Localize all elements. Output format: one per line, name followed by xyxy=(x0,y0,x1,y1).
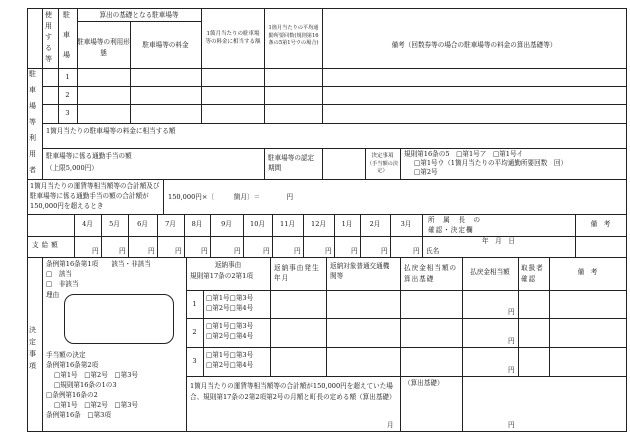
monthly-total-label: 1箇月当たりの駐車場等の料金に相当する額 xyxy=(46,127,176,135)
yen-unit: 円 xyxy=(234,247,241,255)
decision-side-label xyxy=(28,326,42,371)
hdr-char: す xyxy=(45,33,52,41)
month-8: 8月 xyxy=(191,220,203,228)
side-char: 車 xyxy=(29,86,36,94)
month-12: 12月 xyxy=(311,220,326,228)
art16-3-option[interactable]: □条例第16条の2 xyxy=(46,391,98,399)
row-opts-b[interactable]: □第2号□第4号 xyxy=(206,361,254,369)
art16-2: 条例第16条第2項 xyxy=(46,361,99,369)
yen-unit: 円 xyxy=(263,247,270,255)
combined-label: 1箇月当たりの運賃等相当額等の合計額及び駐車場等に係る通勤手当の額の合計額が150,000円を超えるとき xyxy=(30,182,160,210)
col-use-header xyxy=(44,11,56,64)
col-parking-header xyxy=(62,11,74,60)
yen-unit: 円 xyxy=(92,247,99,255)
hdr-char: 用 xyxy=(45,22,52,30)
yen-unit: 円 xyxy=(351,247,358,255)
hdr-char: 車 xyxy=(63,31,70,39)
yen-unit: 円 xyxy=(508,308,515,316)
hdr-char: 使 xyxy=(45,11,52,19)
header-monthly: 1箇月当たりの駐車場等の料金に相当する額 xyxy=(205,31,261,45)
month-3: 3月 xyxy=(400,220,412,228)
return-row-num: 2 xyxy=(192,328,197,336)
yen-unit: 円 xyxy=(508,366,515,374)
amount-decision: 手当額の決定 xyxy=(46,351,86,359)
month-5: 5月 xyxy=(109,220,120,228)
decision-label: 決定事項 xyxy=(371,153,394,159)
row-opts-a[interactable]: □第1号□第3号 xyxy=(206,322,254,330)
rule-line-2: □第1号ウ（1箇月当たりの平均通勤所要回数 回） xyxy=(414,159,568,167)
refund-amount-header: 払戻金相当額 xyxy=(470,268,510,276)
return-rule-header: 規則第17条の2第1項 xyxy=(190,272,253,280)
yen-unit: 円 xyxy=(148,247,155,255)
month-10: 10月 xyxy=(250,220,265,228)
rule-line-1: 規則第16条の5 □第1号ア □第1号イ xyxy=(404,150,524,158)
not-applicable-checkbox[interactable]: □ 非該当 xyxy=(46,280,79,288)
row-opts-b[interactable]: □第2号□第4号 xyxy=(206,332,254,340)
header-note: 備考（回数券等の場合の駐車場等の料金の算出基礎等） xyxy=(391,41,557,49)
chief-label: 所 属 長 の xyxy=(428,216,482,224)
return-target-header: 返納対象普通交通機関等 xyxy=(330,262,390,280)
row-opts-b[interactable]: □第2号□第4号 xyxy=(206,304,254,312)
month-6: 6月 xyxy=(137,220,148,228)
month-1: 1月 xyxy=(341,220,353,228)
allowance-sub: （上限5,000円） xyxy=(46,164,98,172)
return-reason-header: 返納事由 xyxy=(214,261,242,269)
return-row-num: 1 xyxy=(192,300,197,308)
date-line: 年 月 日 xyxy=(482,237,515,245)
name-label: 氏名 xyxy=(426,247,440,255)
yen-unit: 円 xyxy=(201,247,208,255)
yen-unit: 円 xyxy=(175,247,182,255)
yen-unit: 円 xyxy=(325,247,332,255)
month-9: 9月 xyxy=(221,220,232,228)
yen-unit: 円 xyxy=(294,247,301,255)
payment-label: 支給額 xyxy=(32,241,61,249)
month-4: 4月 xyxy=(82,220,93,228)
reason-box[interactable] xyxy=(64,294,174,344)
hdr-char: 等 xyxy=(45,55,52,63)
hdr-char: 駐 xyxy=(63,11,70,19)
yen-unit: 円 xyxy=(381,247,388,255)
art16-last[interactable]: 条例第16条 □第3項 xyxy=(46,411,111,419)
header-basis: 算出の基礎となる駐車場等 xyxy=(99,11,179,19)
month-7: 7月 xyxy=(165,220,176,228)
chief-confirm: 確認・決定欄 xyxy=(428,226,474,234)
formula-text: 150,000円×〔 箇月〕＝ 円 xyxy=(168,193,294,201)
applicable-checkbox[interactable]: □ 該当 xyxy=(46,270,73,278)
hdr-char: 場 xyxy=(63,51,70,59)
header-fee: 駐車場等の料金 xyxy=(142,41,189,49)
sub-rule-option[interactable]: □規則第16条の1の3 xyxy=(54,381,117,389)
return-row-num: 3 xyxy=(192,357,197,365)
combined-text: 1箇月当たりの運賃等相当額等の合計額が150,000円を超えていた場合、規則第17条の2第2項第2号の月額と町長の定める額（算出基礎） xyxy=(190,382,396,401)
side-char: 利 xyxy=(29,134,36,142)
parking-user-side-label xyxy=(28,70,42,175)
allowance-label: 駐車場等に係る通勤手当の額 xyxy=(46,152,132,160)
side-char: 駐 xyxy=(29,70,36,78)
row-number: 2 xyxy=(65,91,70,99)
period-label: 駐車場等の認定期間 xyxy=(268,154,315,172)
yen-unit: 円 xyxy=(508,337,515,345)
payment-remarks: 備 考 xyxy=(590,220,611,228)
side-char: 等 xyxy=(29,118,36,126)
side-char: 事 xyxy=(29,350,36,358)
header-form: 駐車場等の利用形態 xyxy=(77,38,130,57)
refund-basis-header: 払戻金相当額の算出基礎 xyxy=(404,264,458,283)
yen-unit: 円 xyxy=(413,247,420,255)
side-char: 項 xyxy=(29,362,36,370)
ordinance-line: 条例第16条第1項 該当・非該当 xyxy=(46,260,151,268)
month-unit: 月 xyxy=(387,421,394,429)
side-char: 者 xyxy=(29,166,36,174)
handler-header: 取扱者確認 xyxy=(521,264,544,283)
rule-line-3: □第2号 xyxy=(414,168,438,176)
month-11: 11月 xyxy=(280,220,295,228)
decision-sub: （手当額の決定） xyxy=(366,161,399,174)
decision-remarks-header: 備 考 xyxy=(577,268,598,276)
yen-unit: 円 xyxy=(119,247,126,255)
side-char: 場 xyxy=(29,102,36,110)
row-opts-a[interactable]: □第1号□第3号 xyxy=(206,294,254,302)
side-char: 決 xyxy=(29,326,36,334)
calc-basis-label: （算出基礎） xyxy=(404,379,444,387)
side-char: 用 xyxy=(29,150,36,158)
return-date-header: 返納事由発生年月 xyxy=(274,264,320,282)
side-char: 定 xyxy=(29,338,36,346)
month-2: 2月 xyxy=(369,220,381,228)
row-opts-a[interactable]: □第1号□第3号 xyxy=(206,351,254,359)
header-avg-trips: 1箇月当たりの平均通勤所要回数(規則第16条の5第1号ウの場合) xyxy=(268,25,319,46)
yen-unit: 円 xyxy=(508,421,515,429)
row-number: 1 xyxy=(65,73,70,81)
row-number: 3 xyxy=(65,109,70,117)
sub-options-1[interactable]: □第1号 □第2号 □第3号 xyxy=(54,371,139,379)
reason-label: 理由 xyxy=(46,291,60,299)
sub-options-2[interactable]: □第1号 □第2号 □第3号 xyxy=(54,401,139,409)
hdr-char: る xyxy=(45,44,52,52)
